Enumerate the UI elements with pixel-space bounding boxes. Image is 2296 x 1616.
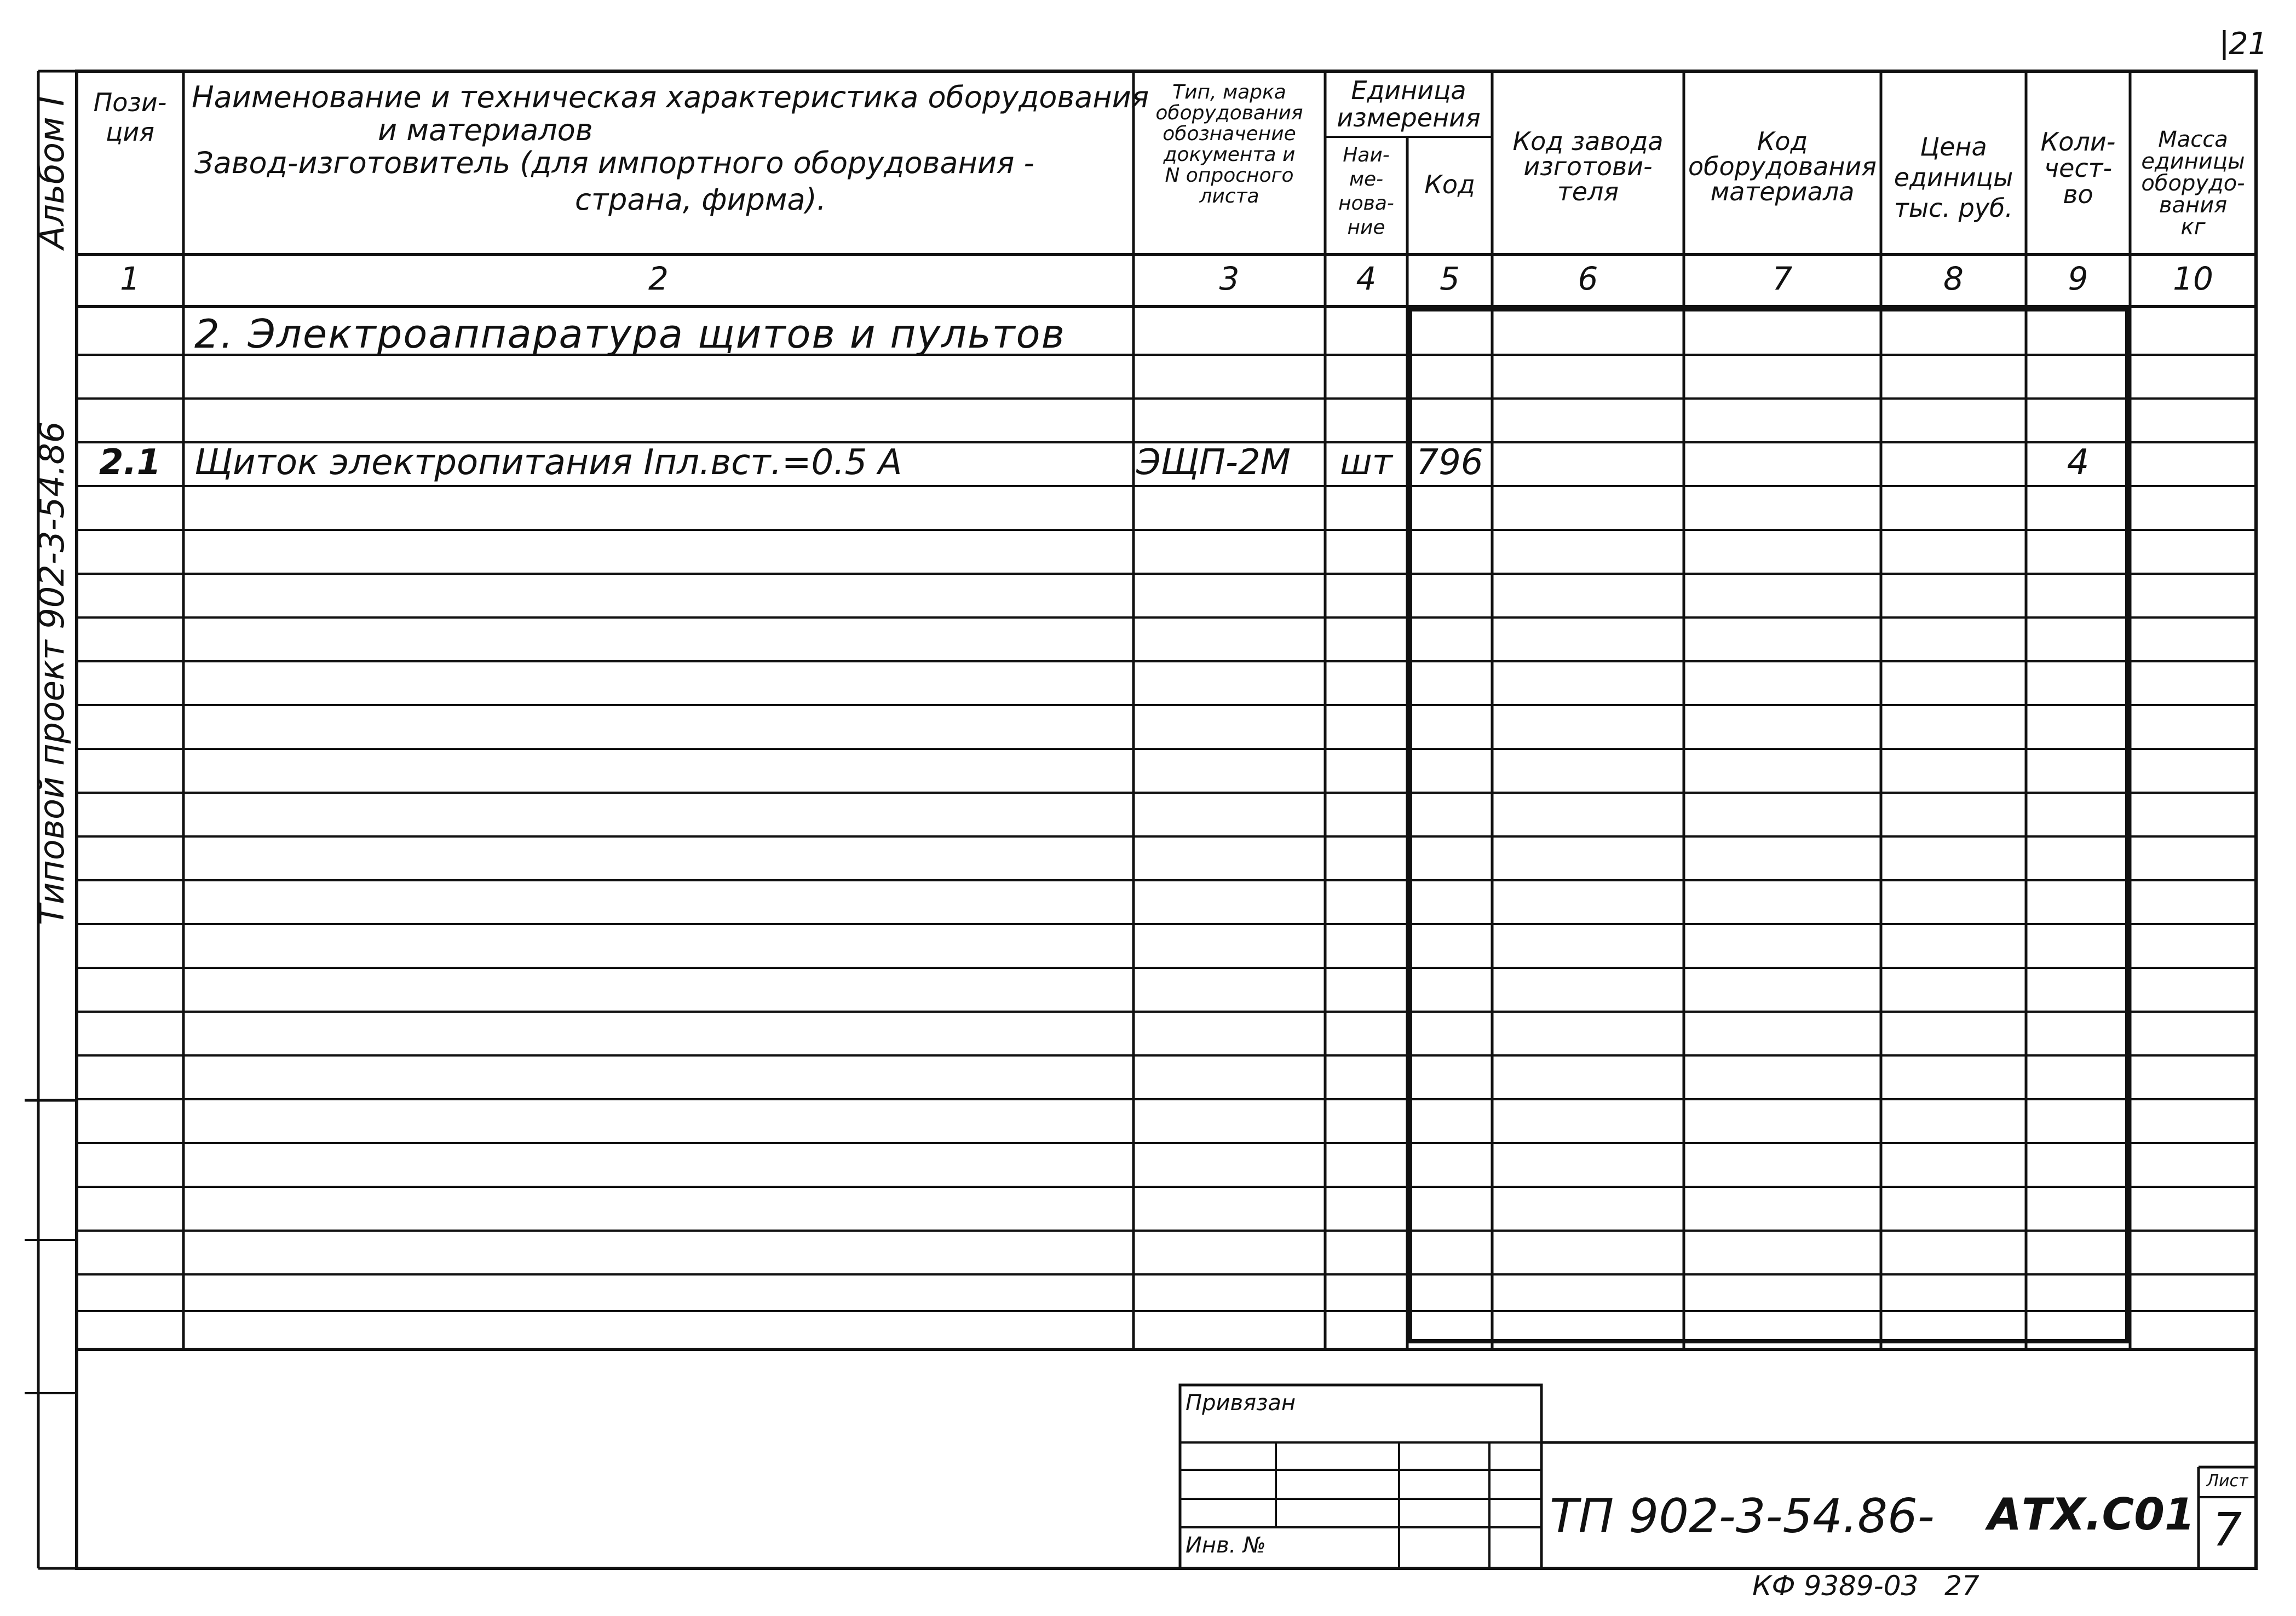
document-suffix: АТХ.С01 bbox=[1988, 1489, 2195, 1540]
sheet-label: Лист bbox=[2206, 1471, 2248, 1491]
header-unit-code: Код bbox=[1424, 170, 1475, 199]
header-manufacturer-code: Код завода изготови- теля bbox=[1512, 126, 1664, 206]
col-number-1: 1 bbox=[120, 260, 140, 297]
col-number-5: 5 bbox=[1440, 260, 1460, 297]
page-mark: 21 bbox=[2229, 26, 2268, 62]
album-label: Альбом I bbox=[32, 96, 72, 249]
col-number-2: 2 bbox=[648, 260, 669, 297]
header-mass: Масса единицы оборудо- вания кг bbox=[2141, 127, 2245, 240]
document-code: ТП 902-3-54.86- bbox=[1550, 1489, 1935, 1544]
header-quantity: Коли- чест- во bbox=[2040, 127, 2116, 209]
col-number-9: 9 bbox=[2068, 260, 2088, 297]
header-name-line-2: и материалов bbox=[378, 113, 593, 147]
item-unit-code: 796 bbox=[1416, 442, 1483, 483]
item-name: Щиток электропитания Iпл.вст.=0.5 А bbox=[194, 442, 902, 483]
header-type: Тип, марка оборудования обозначение документа и N опросного листа bbox=[1155, 81, 1303, 207]
col-number-7: 7 bbox=[1772, 260, 1793, 297]
col-number-6: 6 bbox=[1578, 260, 1598, 297]
header-name-line-1: Наименование и техническая характеристика оборудования bbox=[192, 80, 1149, 114]
header-price: Цена единицы тыс. руб. bbox=[1894, 132, 2013, 223]
col-number-4: 4 bbox=[1356, 260, 1377, 297]
header-position: Пози- ция bbox=[93, 88, 167, 147]
bound-label: Привязан bbox=[1186, 1390, 1296, 1416]
col-number-8: 8 bbox=[1943, 260, 1964, 297]
header-equipment-code: Код оборудования материала bbox=[1688, 126, 1877, 206]
section-title: 2. Электроаппаратура щитов и пультов bbox=[194, 311, 1066, 357]
header-unit-group: Единица измерения bbox=[1337, 76, 1481, 132]
header-name-line-3: Завод-изготовитель (для импортного оборудования - bbox=[194, 146, 1035, 180]
item-position: 2.1 bbox=[99, 442, 162, 483]
inventory-label: Инв. № bbox=[1186, 1533, 1266, 1558]
item-quantity: 4 bbox=[2067, 442, 2090, 483]
col-number-3: 3 bbox=[1219, 260, 1240, 297]
item-unit: шт bbox=[1340, 442, 1392, 483]
header-name-line-4: страна, фирма). bbox=[575, 182, 826, 217]
footer-note: КФ 9389-03 27 bbox=[1752, 1570, 1979, 1602]
item-type: ЭЩП-2М bbox=[1136, 442, 1291, 483]
col-number-10: 10 bbox=[2173, 260, 2213, 297]
sheet-number: 7 bbox=[2212, 1503, 2242, 1556]
header-unit-name: Наи- ме- нова- ние bbox=[1338, 144, 1394, 239]
project-label: Типовой проект 902-3-54.86 bbox=[32, 421, 72, 925]
